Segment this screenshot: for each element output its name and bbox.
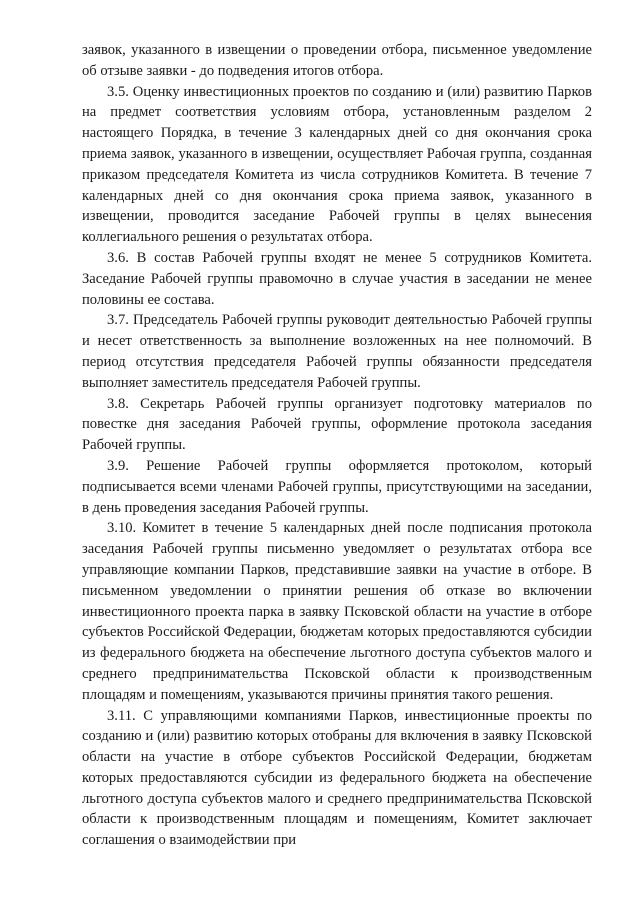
paragraph-3-11: 3.11. С управляющими компаниями Парков, инвестиционные проекты по созданию и (или) развитию которых отобраны для включения в заявку Псковской области на участие в отборе субъектов Российской Федерации, бюджетам которых предоставляются субсидии из федерального бюджета на обеспечение льготного доступа субъектов малого и среднего предпринимательства Псковской области к производственным площадям и помещениям, Комитет заключает соглашения о взаимодействии при bbox=[82, 707, 592, 849]
document-body bbox=[82, 40, 592, 851]
paragraph-3-6: 3.6. В состав Рабочей группы входят не менее 5 сотрудников Комитета. Заседание Рабочей группы правомочно в случае участия в заседании не менее половины ее состава. bbox=[82, 249, 592, 308]
paragraph-3-7: 3.7. Председатель Рабочей группы руководит деятельностью Рабочей группы и несет ответственность за выполнение возложенных на нее полномочий. В период отсутствия председателя Рабочей группы обязанности председателя выполняет заместитель председателя Рабочей группы. bbox=[82, 312, 592, 391]
paragraph-3-10: 3.10. Комитет в течение 5 календарных дней после подписания протокола заседания Рабочей группы письменно уведомляет о результатах отбора все управляющие компании Парков, представившие заявки на участие в отборе. В письменном уведомлении о принятии решения об отказе во включении инвестиционного проекта парка в заявку Псковской области на участие в отборе субъектов Российской Федерации, бюджетам которых предоставляются субсидии из федерального бюджета на обеспечение льготного доступа субъектов малого и среднего предпринимательства Псковской области к производственным площадям и помещениям, указываются причины принятия такого решения. bbox=[82, 520, 592, 703]
paragraph-continuation: заявок, указанного в извещении о проведении отбора, письменное уведомление об отзыве заявки - до подведения итогов отбора. bbox=[82, 42, 592, 79]
paragraph-3-8: 3.8. Секретарь Рабочей группы организует подготовку материалов по повестке дня заседания Рабочей группы, оформление протокола заседания Рабочей группы. bbox=[82, 395, 592, 454]
paragraph-3-5: 3.5. Оценку инвестиционных проектов по созданию и (или) развитию Парков на предмет соответствия условиям отбора, установленным разделом 2 настоящего Порядка, в течение 3 календарных дней со дня окончания срока приема заявок, указанного в извещении, осуществляет Рабочая группа, созданная приказом председателя Комитета из числа сотрудников Комитета. В течение 7 календарных дней со дня окончания срока приема заявок, указанного в извещении, проводится заседание Рабочей группы в целях вынесения коллегиального решения о результатах отбора. bbox=[82, 83, 592, 246]
paragraph-3-9: 3.9. Решение Рабочей группы оформляется протоколом, который подписывается всеми членами Рабочей группы, присутствующими на заседании, в день проведения заседания Рабочей группы. bbox=[82, 457, 592, 516]
